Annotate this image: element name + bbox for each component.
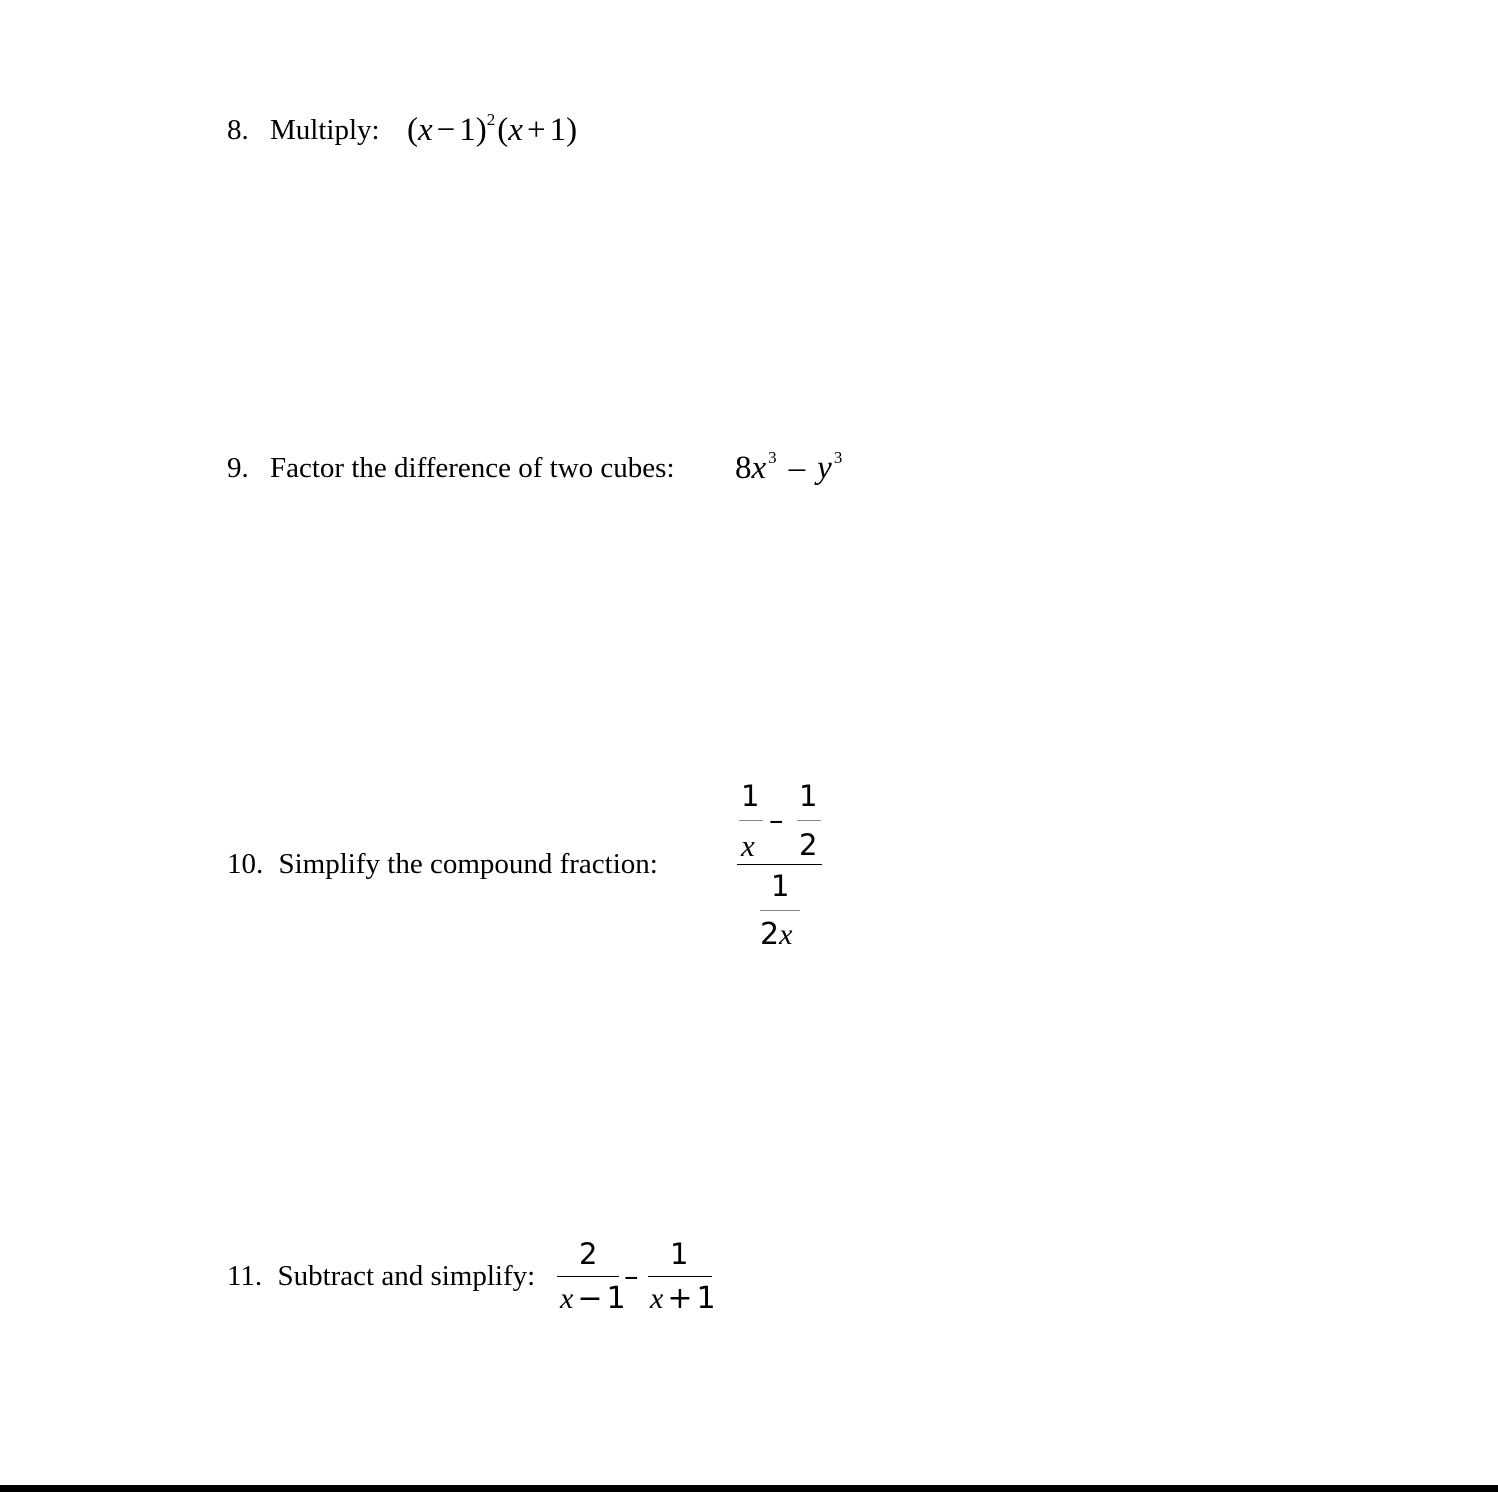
fraction-bar <box>739 820 763 821</box>
numerator: 2 <box>579 1237 598 1271</box>
exponent: 3 <box>768 448 777 467</box>
minus-sign: – <box>769 803 784 837</box>
var-x: x <box>418 112 433 148</box>
minus-sign: – <box>624 1259 639 1293</box>
const-one: 1 <box>696 1281 716 1316</box>
problem-prompt: Subtract and simplify: <box>277 1260 536 1292</box>
var-x: x <box>751 450 767 486</box>
minus-sign: – <box>788 450 806 486</box>
minus-sign: − <box>436 112 456 148</box>
problem-10 <box>227 850 658 879</box>
problem-number: 10. <box>227 848 264 880</box>
coefficient: 2 <box>760 917 780 952</box>
main-fraction-bar <box>737 864 822 865</box>
fraction-bar <box>797 820 821 821</box>
problem-number: 9. <box>227 452 249 484</box>
minus-sign: − <box>577 1281 603 1316</box>
problem-8 <box>227 116 380 145</box>
problem-prompt: Multiply: <box>270 114 380 146</box>
page-bottom-border <box>0 1485 1498 1492</box>
paren-open: ( <box>407 112 418 148</box>
problem-number: 8. <box>227 114 249 146</box>
plus-sign: + <box>526 112 546 148</box>
denominator <box>650 1281 716 1316</box>
denominator: 2 <box>799 828 818 862</box>
problem-11 <box>227 1262 535 1291</box>
numerator: 1 <box>741 779 760 813</box>
var-x: x <box>779 918 793 951</box>
numerator: 1 <box>670 1237 689 1271</box>
problem-number: 11. <box>227 1260 263 1292</box>
exponent: 2 <box>486 110 496 129</box>
expression-multiply <box>407 112 577 149</box>
fraction-bar <box>557 1276 619 1277</box>
problem-prompt: Simplify the compound fraction: <box>278 848 658 880</box>
fraction-bar <box>648 1276 712 1277</box>
problem-9 <box>227 454 675 483</box>
const-one: 1) <box>549 112 578 148</box>
plus-sign: + <box>667 1281 693 1316</box>
paren-open: ( <box>497 112 509 148</box>
expression-cubes <box>735 450 842 487</box>
var-y: y <box>817 450 832 486</box>
numerator: 1 <box>799 779 818 813</box>
var-x: x <box>560 1282 574 1315</box>
numerator: 1 <box>771 869 790 903</box>
var-x: x <box>508 112 523 148</box>
fraction-bar <box>760 910 800 911</box>
var-x: x <box>650 1282 664 1315</box>
const-one: 1 <box>606 1281 626 1316</box>
const-one: 1) <box>459 112 487 148</box>
denominator <box>760 917 793 952</box>
denominator: x <box>741 828 755 863</box>
exponent: 3 <box>833 448 843 467</box>
denominator <box>560 1281 626 1316</box>
problem-prompt: Factor the difference of two cubes: <box>270 452 675 484</box>
coefficient: 8 <box>735 450 752 486</box>
